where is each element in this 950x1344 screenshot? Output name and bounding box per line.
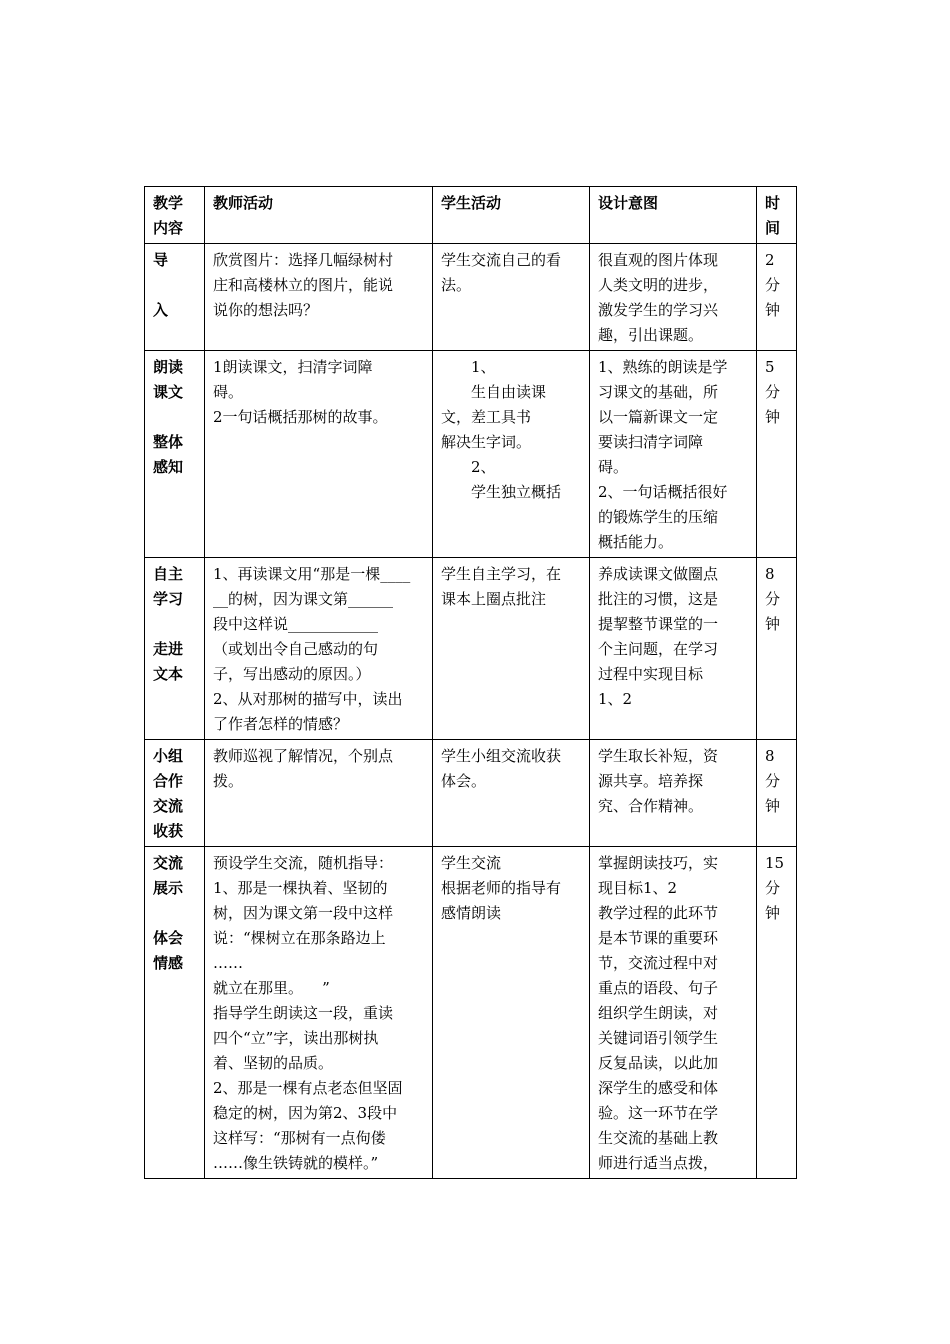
cell-line: 2、一句话概括很好 [598, 483, 728, 501]
table-row [145, 558, 797, 740]
cell-line: 以一篇新课文一定 [598, 408, 719, 426]
cell-design [590, 740, 757, 847]
cell-content [145, 351, 205, 558]
cell-line: 激发学生的学习兴 [598, 301, 719, 319]
cell-line: 关键词语引领学生 [598, 1029, 719, 1047]
table-row [145, 847, 797, 1179]
cell-line: 提挈整节课堂的一 [598, 615, 719, 633]
cell-line: 1、 [471, 358, 496, 376]
cell-line: 交流 [153, 797, 184, 815]
cell-line: 人类文明的进步， [598, 276, 719, 294]
cell-line: 习课文的基础，所 [598, 383, 719, 401]
cell-line: 钟 [765, 408, 781, 426]
cell-line: 子，写出感动的原因。） [213, 665, 371, 683]
header-row [145, 187, 797, 244]
cell-line: 2一句话概括那树的故事。 [213, 408, 388, 426]
cell-time [757, 740, 797, 847]
cell-teacher [205, 847, 433, 1179]
cell-student [433, 244, 590, 351]
cell-line: 着、坚韧的品质。 [213, 1054, 334, 1072]
table-row [145, 351, 797, 558]
cell-line [153, 405, 198, 430]
header-student: 学生活动 [433, 187, 590, 244]
cell-line: 钟 [765, 797, 781, 815]
cell-line: 碍。 [598, 458, 629, 476]
cell-line: 钟 [765, 301, 781, 319]
cell-line: 反复品读，以此加 [598, 1054, 719, 1072]
cell-line [153, 612, 198, 637]
cell-line: ……像生铁铸就的模样。” [213, 1154, 379, 1172]
cell-teacher [205, 558, 433, 740]
cell-line: 学生独立概括 [471, 483, 562, 501]
cell-line: 根据老师的指导有 [441, 879, 562, 897]
cell-line: 体会 [153, 929, 184, 947]
cell-line: 分 [765, 590, 781, 608]
cell-line: 说你的想法吗？ [213, 301, 319, 319]
cell-line: 预设学生交流，随机指导： [213, 854, 394, 872]
cell-line: 教师巡视了解情况，个别点 [213, 747, 394, 765]
cell-line: 组织学生朗读，对 [598, 1004, 719, 1022]
cell-line: 重点的语段、句子 [598, 979, 719, 997]
cell-time [757, 351, 797, 558]
cell-line: 趣，引出课题。 [598, 326, 704, 344]
cell-line [153, 901, 198, 926]
cell-line: 分 [765, 772, 781, 790]
table-row [145, 244, 797, 351]
cell-line: （或划出令自己感动的句 [213, 640, 379, 658]
cell-teacher [205, 740, 433, 847]
cell-line: 欣赏图片：选择几幅绿树村 [213, 251, 394, 269]
cell-time [757, 244, 797, 351]
cell-line: 收获 [153, 822, 184, 840]
header-content: 教学 内容 [145, 187, 205, 244]
cell-line: …… [213, 954, 243, 972]
lesson-plan-table [144, 186, 797, 1179]
header-design: 设计意图 [590, 187, 757, 244]
cell-student [433, 740, 590, 847]
cell-line: 分 [765, 879, 781, 897]
cell-line: 分 [765, 276, 781, 294]
cell-line: 拨。 [213, 772, 244, 790]
cell-line: 指导学生朗读这一段，重读 [213, 1004, 394, 1022]
cell-line: 说：“棵树立在那条路边上 [213, 929, 386, 947]
cell-line: 朗读 [153, 358, 184, 376]
cell-line: 过程中实现目标 [598, 665, 704, 683]
cell-line: 的锻炼学生的压缩 [598, 508, 719, 526]
cell-line: 感情朗读 [441, 904, 502, 922]
cell-teacher [205, 351, 433, 558]
cell-line: 1、再读课文用“那是一棵____ [213, 565, 411, 583]
cell-line: 小组 [153, 747, 184, 765]
cell-line: 2、从对那树的描写中，读出 [213, 690, 403, 708]
cell-line: 庄和高楼林立的图片，能说 [213, 276, 394, 294]
cell-line: 碍。 [213, 383, 244, 401]
cell-line: 8 [765, 747, 775, 765]
cell-line: 现目标1、2 [598, 879, 678, 897]
cell-line: 学生自主学习，在 [441, 565, 562, 583]
cell-line: 情感 [153, 954, 184, 972]
cell-line: 掌握朗读技巧，实 [598, 854, 719, 872]
cell-line: 很直观的图片体现 [598, 251, 719, 269]
header-teacher: 教师活动 [205, 187, 433, 244]
cell-line: 体会。 [441, 772, 487, 790]
cell-line: 2 [765, 251, 775, 269]
cell-line: 文，差工具书 [441, 408, 532, 426]
cell-line: 要读扫清字词障 [598, 433, 704, 451]
cell-line: 1、那是一棵执着、坚韧的 [213, 879, 388, 897]
cell-line: 树，因为课文第一段中这样 [213, 904, 394, 922]
cell-line: 分 [765, 383, 781, 401]
cell-line: 稳定的树，因为第2、3段中 [213, 1104, 398, 1122]
cell-content [145, 558, 205, 740]
cell-line: 1、熟练的朗读是学 [598, 358, 728, 376]
header-time: 时 间 [757, 187, 797, 244]
cell-line: 养成读课文做圈点 [598, 565, 719, 583]
cell-line: 段中这样说____________ [213, 615, 379, 633]
cell-design [590, 351, 757, 558]
cell-line: 解决生字词。 [441, 433, 532, 451]
cell-student [433, 558, 590, 740]
cell-line [153, 273, 198, 298]
cell-line: 批注的习惯，这是 [598, 590, 719, 608]
cell-line: 个主问题，在学习 [598, 640, 719, 658]
cell-line: 2、那是一棵有点老态但坚固 [213, 1079, 403, 1097]
cell-teacher [205, 244, 433, 351]
cell-line: 学生取长补短，资 [598, 747, 719, 765]
cell-line: 1、2 [598, 690, 633, 708]
table-row [145, 740, 797, 847]
cell-line: 合作 [153, 772, 184, 790]
cell-design [590, 847, 757, 1179]
cell-line: 源共享。培养探 [598, 772, 704, 790]
cell-design [590, 244, 757, 351]
cell-line: 法。 [441, 276, 472, 294]
cell-line: 文本 [153, 665, 184, 683]
cell-content [145, 740, 205, 847]
cell-line: 2、 [471, 458, 496, 476]
cell-line: 8 [765, 565, 775, 583]
cell-line: __的树，因为课文第______ [213, 590, 394, 608]
cell-design [590, 558, 757, 740]
cell-line: 走进 [153, 640, 184, 658]
cell-line: 课文 [153, 383, 184, 401]
cell-line: 生自由读课 [471, 383, 547, 401]
cell-line: 生交流的基础上教 [598, 1129, 719, 1147]
cell-line: 概括能力。 [598, 533, 674, 551]
cell-line: 就立在那里。 ” [213, 979, 330, 997]
cell-line: 整体 [153, 433, 184, 451]
cell-line: 5 [765, 358, 775, 376]
cell-time [757, 558, 797, 740]
cell-time [757, 847, 797, 1179]
cell-line: 15 [765, 854, 785, 872]
cell-student [433, 351, 590, 558]
cell-line: 教学过程的此环节 [598, 904, 719, 922]
cell-student [433, 847, 590, 1179]
cell-line: 感知 [153, 458, 184, 476]
cell-line: 1朗读课文，扫清字词障 [213, 358, 373, 376]
cell-line: 究、合作精神。 [598, 797, 704, 815]
cell-line: 验。这一环节在学 [598, 1104, 719, 1122]
cell-line: 钟 [765, 615, 781, 633]
cell-line: 课本上圈点批注 [441, 590, 547, 608]
cell-line: 了作者怎样的情感？ [213, 715, 349, 733]
cell-line: 导 [153, 251, 169, 269]
cell-line: 钟 [765, 904, 781, 922]
cell-line: 学生交流 [441, 854, 502, 872]
cell-content [145, 244, 205, 351]
cell-line: 交流 [153, 854, 184, 872]
cell-line: 节，交流过程中对 [598, 954, 719, 972]
cell-line: 展示 [153, 879, 184, 897]
cell-line: 学习 [153, 590, 184, 608]
cell-line: 学生交流自己的看 [441, 251, 562, 269]
cell-line: 师进行适当点拨， [598, 1154, 719, 1172]
cell-line: 自主 [153, 565, 184, 583]
cell-line: 入 [153, 301, 169, 319]
cell-line: 深学生的感受和体 [598, 1079, 719, 1097]
cell-line: 是本节课的重要环 [598, 929, 719, 947]
cell-line: 学生小组交流收获 [441, 747, 562, 765]
cell-content [145, 847, 205, 1179]
cell-line: 四个“立”字，读出那树执 [213, 1029, 379, 1047]
cell-line: 这样写：“那树有一点佝偻 [213, 1129, 386, 1147]
